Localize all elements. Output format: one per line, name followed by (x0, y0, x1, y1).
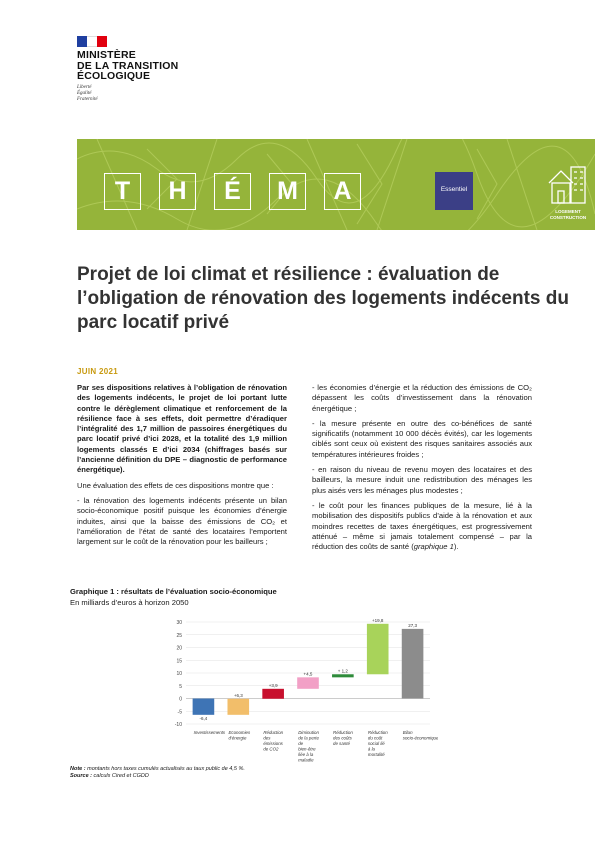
banner-letter: M (269, 173, 306, 210)
chart-title: Graphique 1 : résultats de l’évaluation socio-économique (70, 587, 277, 596)
left-column (77, 383, 287, 552)
publication-date: JUIN 2021 (77, 367, 118, 376)
intro-paragraph: Une évaluation des effets de ces dispositions montre que : (77, 480, 274, 490)
x-category-label: Investissements (193, 730, 226, 735)
banner-letter: É (214, 173, 251, 210)
data-label: 27,3 (408, 622, 417, 628)
bullet-item: - les économies d’énergie et la réduction des émissions de CO₂ dépassent les coûts d’investissement dans la rénovation énergétique ; (312, 383, 532, 413)
bullet-item: - en raison du niveau de revenu moyen des locataires et des bailleurs, la mesure induit une redistribution des ménages les plus aisés vers les ménages plus modestes ; (312, 465, 532, 495)
french-flag-icon (77, 36, 107, 47)
y-tick-label: 10 (176, 671, 182, 677)
x-category-label: Réduction des émissions de CO2 (263, 730, 284, 752)
page-title: Projet de loi climat et résilience : évaluation de l’obligation de rénovation des logements indécents du parc locatif privé (77, 264, 569, 333)
chart-bar (193, 699, 215, 715)
y-tick-label: 25 (176, 632, 182, 639)
data-label: +3,9 (268, 682, 278, 688)
y-tick-label: 30 (176, 620, 182, 626)
y-tick-label: 15 (176, 658, 182, 665)
y-tick-label: 5 (179, 683, 182, 690)
y-tick-label: 0 (179, 696, 182, 703)
chart-subtitle: En milliards d’euros à horizon 2050 (70, 598, 189, 607)
essentiel-badge: Essentiel (435, 172, 473, 210)
house-building-icon (547, 161, 587, 207)
chart-note: Note : montants hors taxes cumulés actualisés au taux public de 4,5 %. Source : calculs Cired et CGDD (70, 766, 245, 779)
y-tick-label: -10 (174, 722, 182, 728)
right-column (312, 383, 532, 557)
ministry-name: MINISTÈRE DE LA TRANSITION ÉCOLOGIQUE (77, 49, 179, 82)
x-category-label: Bilan socio-économique (402, 730, 438, 741)
x-category-label: Réduction du coût social lié à la mortalité (367, 730, 388, 757)
chart-bar (297, 677, 319, 688)
data-label: -6,4 (199, 715, 208, 721)
x-category-label: Economies d'énergie (228, 730, 251, 741)
data-label: + 1,2 (337, 668, 348, 674)
chart-bar (227, 699, 249, 715)
chart-bar (402, 629, 424, 699)
data-label: +19,8 (372, 617, 384, 623)
ministry-logo (77, 36, 217, 103)
x-category-label: Diminution de la perte de bien-être liée à la maladie (298, 730, 319, 763)
y-tick-label: -5 (177, 709, 182, 716)
graph-reference: graphique 1 (413, 542, 454, 552)
lead-paragraph: Par ses dispositions relatives à l’obligation de rénovation des logements indécents, le projet de loi portant lutte contre le dérèglement climatique et renforcement de la résilience face à ses effets, doit permettre d’éradiquer l’intégralité des 1,7 million de passoires énergétiques du parc locatif privé d’ici 2028, et la totalité des 1,9 million logements classés E d’ici 2034 (chiffrages basés sur l’ancienne définition du DPE – diagnostic de performance énergétique). (77, 383, 287, 475)
banner-letter: T (104, 173, 141, 210)
thema-banner (77, 139, 595, 230)
data-label: +6,3 (233, 692, 243, 698)
bullet-item: - la rénovation des logements indécents présente un bilan socio-économique positif puisque les économies d’énergie induites, ainsi que la baisse des émissions de CO₂ et l’amélioration de l’état de santé des locataires l’emportent largement sur le coût de la rénovation pour les bailleurs ; (77, 495, 287, 547)
bullet-item: - le coût pour les finances publiques de la mesure, lié à la mobilisation des dispositifs publics d’aide à la rénovation et aux moindres recettes de taxes énergétiques, est progressivement atténué – même si jamais totalement compensé – par la réduction des coûts de santé (graphique 1). (312, 500, 532, 552)
bullet-item: - la mesure présente en outre des co-bénéfices de santé significatifs (notamment 10 000 décès évités), car les logements ciblés sont ceux où existent des risques sanitaires associés aux températures intérieures froides ; (312, 418, 532, 459)
y-tick-label: 20 (176, 645, 182, 652)
category-label: LOGEMENT CONSTRUCTION (549, 209, 587, 220)
banner-letter: H (159, 173, 196, 210)
x-category-label: Réduction des coûts de santé (333, 730, 353, 746)
waterfall-chart (168, 614, 438, 764)
republic-motto: Liberté Égalité Fraternité (77, 84, 98, 102)
chart-bar (262, 689, 284, 699)
data-label: +4,5 (303, 671, 313, 677)
banner-letter: A (324, 173, 361, 210)
chart-bar (332, 674, 354, 677)
chart-bar (367, 624, 389, 674)
